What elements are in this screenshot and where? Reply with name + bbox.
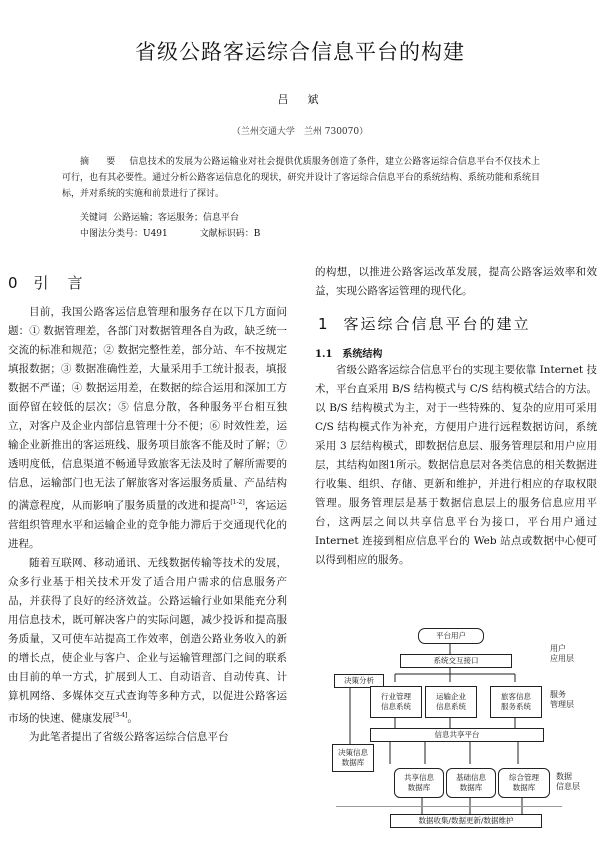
share-platform-node (370, 728, 544, 742)
base-db-node (446, 768, 496, 798)
node-label: 旅客信息 服务系统 (501, 692, 531, 711)
keywords (80, 210, 245, 223)
classification (80, 226, 266, 239)
node-label: 系统交互接口 (433, 656, 479, 665)
section-1-number: 1 (318, 315, 330, 333)
classification-label: 中图法分类号：U491 (80, 229, 168, 239)
section-1-heading (318, 313, 531, 334)
right-intro (315, 263, 597, 301)
data-collection-node (390, 814, 542, 828)
paragraph (8, 554, 287, 729)
paragraph-text: ，客运运营组织管理水平和运输企业的竞争能力滞后于交通现代化的进程。 (8, 499, 288, 550)
doc-code: 文献标识码：B (199, 229, 261, 239)
paragraph: 省级公路客运综合信息平台的实现主要依靠 Internet 技术，平台直采用 B/S 结构模式与 C/S 结构模式结合的方法。以 B/S 结构模式为主，对于一些特殊的、复杂的应用可采用 C/S 结构模式作为补充，方便用户进行远程数据访问，系统采用 3 层结构模式，即数据信息层、服务管理层和用户应用层，其结构如图1所示。数据信息层对各类信息的相关数据进行收集、组织、存储、更新和维护，并进行相应的存取权限管理。服务管理层是基于数据信息层上的服务信息应用平台，这两层之间以共享信息平台为接口，平台用户通过 Internet 连接到相应信息平台的 Web 站点或数据中心便可以得到相应的服务。 (315, 364, 597, 566)
paragraph-text: 目前，我国公路客运信息管理和服务存在以下几方面问题：① 数据管理差，各部门对数据管理各自为政，缺乏统一交流的标准和规范；② 数据完整性差，部分站、车不按规定填报数据；③ 数据准确性差，大量采用手工统计报表，填报数据不严谨；④ 数据运用差，在数据的综合运用和深加工方面停留在较低的层次；⑤ 信息分散，各种服务平台相互独立，对客户及企业内部信息管理十分不便；⑥ 时效性差，运输企业新推出的客运班线、服务项目旅客不能及时了解；⑦ 透明度低，信息渠道不畅通导致旅客无法及时了解所需要的信息，运输部门也无法了解旅客对客运服务质量、产品结构的满意程度，从而影响了服务质量的改进和提高 (8, 306, 287, 512)
paragraph: 的构想，以推进公路客运改革发展，提高公路客运效率和效益，实现公路客运管理的现代化。 (315, 266, 597, 297)
paragraph-text: 随着互联网、移动通讯、无线数据传输等技术的发展，众多行业基于相关技术开发了适合用户需求的信息服务产品，并获得了良好的经济效益。公路运输行业如果能充分利用信息技术，既可解决客户的实际问题，减少投诉和提高服务质量，又可使车站提高工作效率，创造公路业务收入的新的增长点，使企业与客户、企业与运输管理部门之间的联系由目前的单一方式，扩展到人工、自动语音、自动传真、计算机网络、多媒体交互式查询等多种方式，以促进公路客运市场的快速、健康发展 (8, 556, 287, 724)
operation-system-node (425, 686, 477, 718)
section-1-title: 客运综合信息平台的建立 (343, 315, 531, 333)
shared-db-node (394, 768, 444, 798)
subsection-title: 系统结构 (342, 349, 383, 360)
node-label: 信息共享平台 (434, 730, 480, 739)
section-0-heading (8, 272, 85, 293)
paragraph: 为此笔者提出了省级公路客运综合信息平台 (29, 731, 229, 743)
node-label: 平台用户 (436, 631, 466, 640)
left-column (8, 303, 287, 747)
node-label: 决策信息 数据库 (338, 748, 368, 767)
platform-user-node (418, 628, 484, 644)
paragraph (8, 303, 287, 554)
affiliation: （兰州交通大学 兰州 730070） (231, 127, 369, 137)
node-label: 决策分析 (344, 676, 374, 685)
node-label: 数据收集/数据更新/数据维护 (418, 816, 514, 825)
author: 吕 斌 (277, 93, 323, 106)
abstract (62, 154, 540, 202)
citation: [3-4] (113, 711, 128, 719)
abstract-text: 信息技术的发展为公路运输业对社会提供优质服务创造了条件，建立公路客运综合信息平台不仅技术上可行，也有其必要性。通过分析公路客运信息化的现状，研究并设计了客运综合信息平台的系统结构、系统功能和系统目标，并对系统的实施和前景进行了探讨。 (62, 157, 540, 199)
node-label: 共享信息 数据库 (404, 773, 434, 792)
abstract-label: 摘 要 (80, 157, 120, 167)
comprehensive-db-node (498, 768, 550, 798)
node-label: 基础信息 数据库 (456, 773, 486, 792)
user-layer-label: 用户 应用层 (550, 644, 574, 663)
decision-db-node (332, 744, 374, 772)
interface-node (400, 654, 512, 668)
industry-system-node (370, 686, 422, 718)
subsection-number: 1.1 (315, 349, 333, 360)
node-label: 运输企业 信息系统 (436, 692, 466, 711)
keywords-text: 公路运输；客运服务；信息平台 (113, 213, 240, 223)
section-0-title: 引 言 (33, 274, 85, 292)
keywords-label: 关键词 (80, 213, 108, 223)
paragraph-text: 。 (127, 712, 138, 724)
right-column (315, 361, 597, 570)
subsection-heading (315, 345, 382, 360)
data-layer-label: 数据 信息层 (556, 772, 580, 791)
service-layer-label: 服务 管理层 (550, 690, 574, 709)
citation: [1-2] (230, 499, 245, 506)
node-label: 行业管理 信息系统 (381, 692, 411, 711)
system-architecture-figure (330, 624, 600, 842)
passenger-system-node (490, 686, 542, 718)
section-0-number: 0 (8, 274, 20, 292)
node-label: 综合管理 数据库 (509, 773, 539, 792)
paper-title: 省级公路客运综合信息平台的构建 (135, 40, 465, 64)
